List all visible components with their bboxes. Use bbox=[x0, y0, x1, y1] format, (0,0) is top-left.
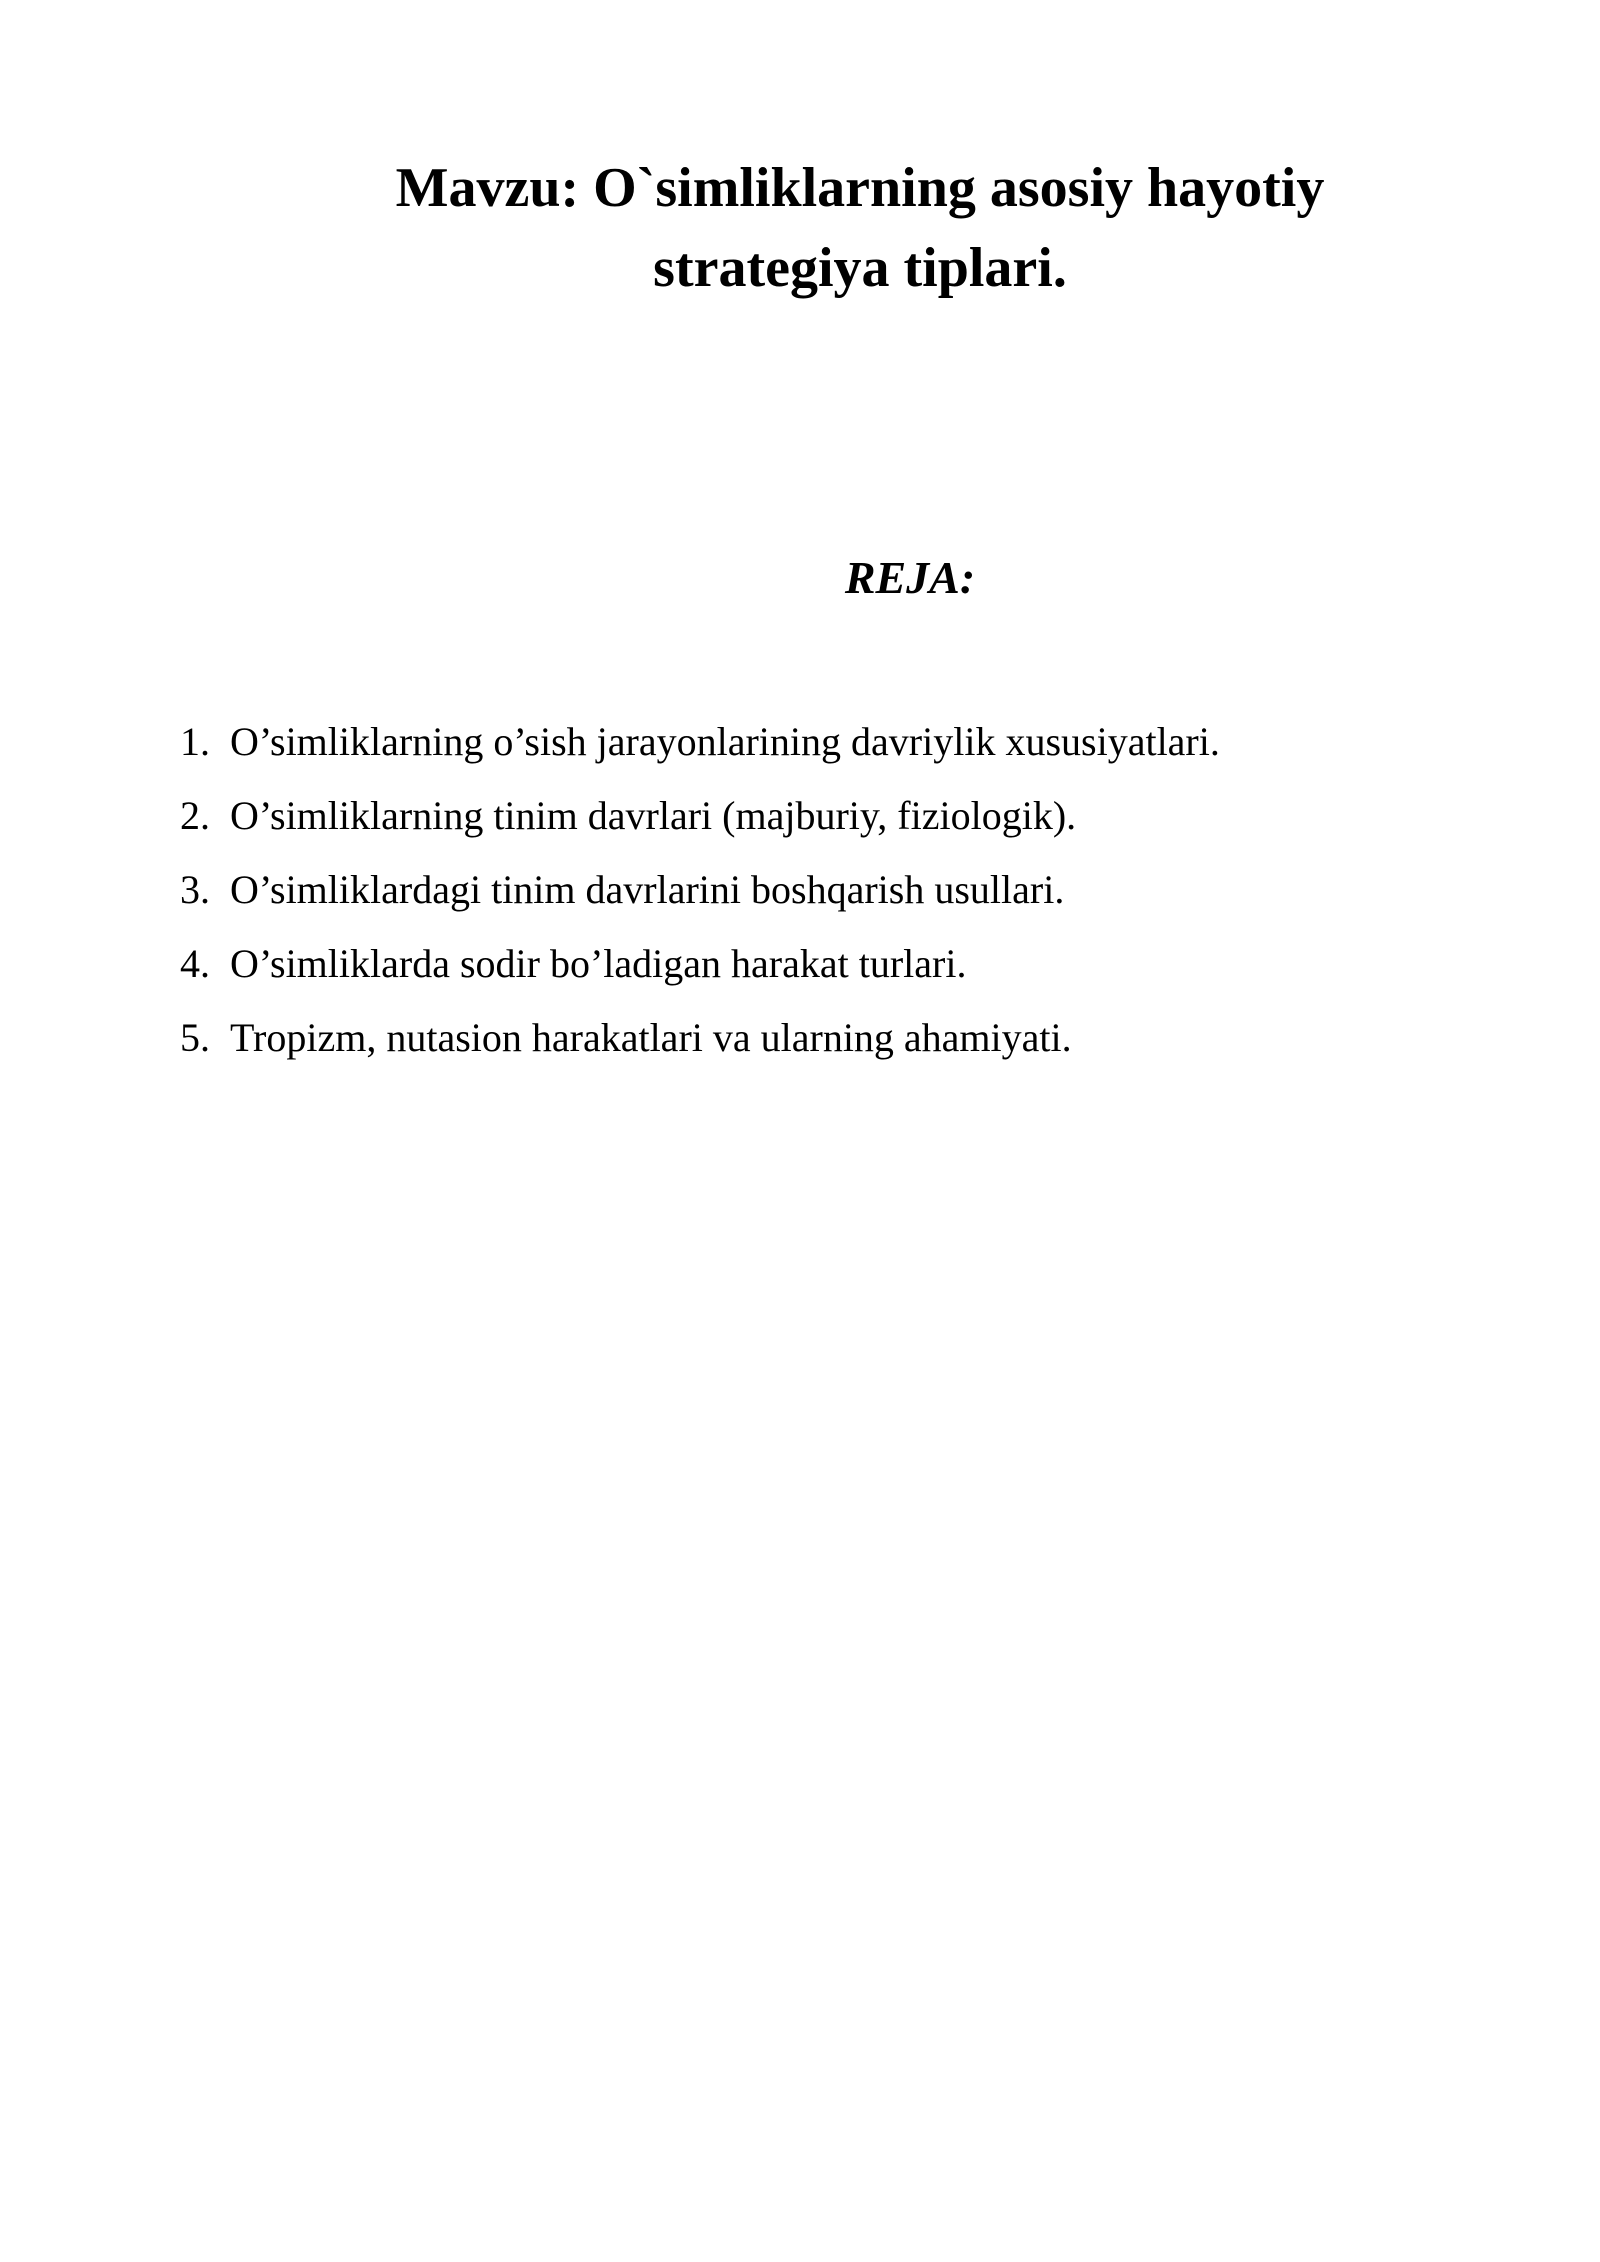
document-title bbox=[300, 148, 1420, 308]
plan-item-number: 2. bbox=[180, 793, 210, 838]
plan-item-text: Tropizm, nutasion harakatlari va ularning ahamiyati. bbox=[230, 1015, 1072, 1060]
plan-item-1 bbox=[180, 712, 1480, 786]
plan-item-text: O’simliklardagi tinim davrlarini boshqarish usullari. bbox=[230, 867, 1065, 912]
plan-list bbox=[180, 712, 1480, 1082]
plan-item-number: 4. bbox=[180, 941, 210, 986]
plan-item-text: O’simliklarning tinim davrlari (majburiy, fiziologik). bbox=[230, 793, 1077, 838]
plan-item-3 bbox=[180, 860, 1480, 934]
title-line-1: Mavzu: O`simliklarning asosiy hayotiy bbox=[395, 157, 1325, 219]
plan-item-5 bbox=[180, 1008, 1480, 1082]
plan-item-text: O’simliklarning o’sish jarayonlarining davriylik xususiyatlari. bbox=[230, 719, 1220, 764]
plan-item-text: O’simliklarda sodir bo’ladigan harakat turlari. bbox=[230, 941, 967, 986]
plan-item-number: 5. bbox=[180, 1015, 210, 1060]
plan-item-4 bbox=[180, 934, 1480, 1008]
plan-item-number: 3. bbox=[180, 867, 210, 912]
plan-item-2 bbox=[180, 786, 1480, 860]
plan-heading: REJA: bbox=[844, 552, 976, 603]
plan-item-number: 1. bbox=[180, 719, 210, 764]
title-line-2: strategiya tiplari. bbox=[653, 237, 1067, 299]
